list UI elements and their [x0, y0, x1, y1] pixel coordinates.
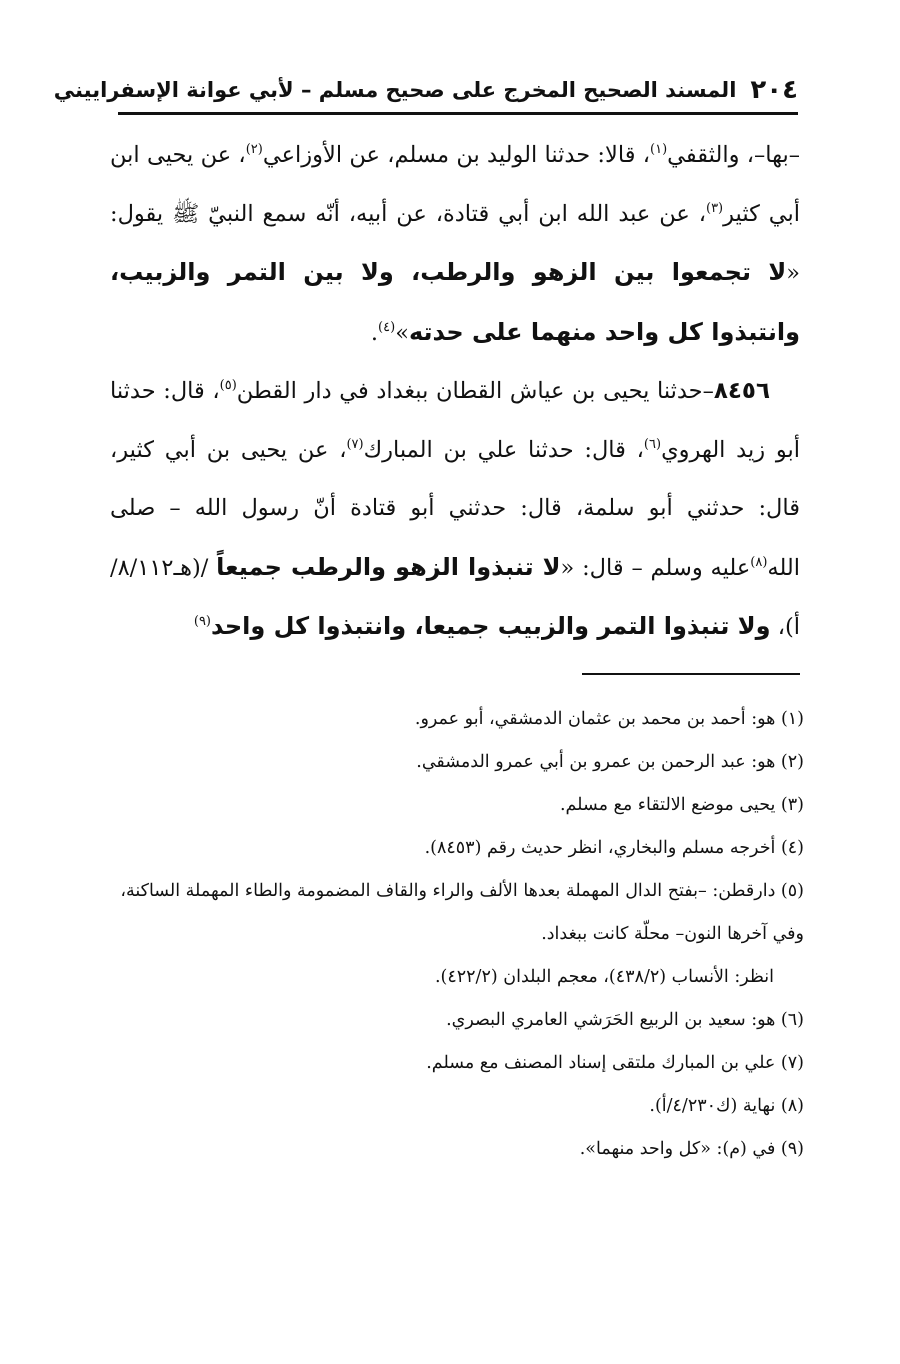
footnote-4: (٤) أخرجه مسلم والبخاري، انظر حديث رقم (٨٤٥٣).: [424, 838, 804, 858]
text-segment: ، قال: حدثنا علي بن المبارك: [363, 436, 644, 463]
text-segment: ، قالا: حدثنا الوليد بن مسلم، عن الأوزاعي: [262, 142, 651, 168]
text-segment: »: [395, 319, 409, 346]
text-segment: عليه وسلم – قال: «: [560, 554, 751, 581]
footnote-9: (٩) في (م): «كل واحد منهما».: [579, 1139, 804, 1159]
footnote-5: (٥) دارقطن: –بفتح الدال المهملة بعدها الألف والراء والقاف المضمومة والطاء المهملة الساكنة، وفي آخرها النون– محلّة كانت ببغداد.: [120, 881, 804, 944]
page-header: [53, 68, 798, 115]
footnote-ref: (٨): [750, 554, 768, 570]
footnote-5-reference: انظر: الأنساب (٤٣٨/٢)، معجم البلدان (٤٢٢/٢).: [434, 967, 774, 987]
page-number: ٢٠٤: [750, 75, 798, 105]
footnotes: [88, 698, 804, 1171]
text-segment: ، عن يحيى ابن أبي كثير: [110, 142, 800, 227]
footnote-ref: (٧): [346, 436, 364, 452]
manuscript-folio-marker: /(هـ٨/١١٢/أ)،: [110, 554, 800, 640]
paragraph-hadith-8456: [110, 362, 800, 657]
footnote-ref: (٩): [193, 614, 211, 629]
text-segment: ، عن عبد الله ابن أبي قتادة، عن أبيه، أنّه سمع النبيّ ﷺ يقول: «: [110, 200, 800, 286]
footnote-3: (٣) يحيى موضع الالتقاء مع مسلم.: [559, 795, 804, 815]
footnote-ref: (٤): [378, 319, 396, 335]
footnote-7: (٧) علي بن المبارك ملتقى إسناد المصنف مع مسلم.: [426, 1053, 804, 1073]
footnote-ref: (٢): [245, 142, 263, 157]
prophetic-text: لا تجمعوا بين الزهو والرطب، ولا بين التمر والزبيب، وانتبذوا كل واحد منهما على حدته: [110, 258, 800, 346]
text-segment: .: [370, 319, 379, 346]
footnote-2: (٢) هو: عبد الرحمن بن عمرو بن أبي عمرو الدمشقي.: [416, 752, 804, 772]
footnote-ref: (١): [650, 142, 668, 157]
footnote-8: (٨) نهاية (ك٤/٢٣٠/أ).: [649, 1096, 804, 1116]
main-text: [110, 126, 800, 657]
paragraph-hadith-continuation: [110, 126, 800, 362]
text-segment: ، عن يحيى بن أبي كثير، قال: حدثني أبو سلمة، قال: حدثني أبو قتادة أنّ رسول الله – صلى الله: [110, 436, 801, 581]
text-segment: ، قال: حدثنا أبو زيد الهروي: [110, 378, 800, 463]
footnote-ref: (٣): [705, 200, 724, 216]
hadith-number: ٨٤٥٦: [713, 378, 770, 404]
footnote-ref: (٦): [643, 436, 662, 452]
footnote-1: (١) هو: أحمد بن محمد بن عثمان الدمشقي، أبو عمرو.: [414, 709, 804, 729]
text-segment: –بها–، والثقفي: [667, 142, 800, 168]
running-title: المسند الصحيح المخرج على صحيح مسلم – لأبي عوانة الإسفراييني: [53, 78, 737, 102]
text-segment: –حدثنا يحيى بن عياش القطان ببغداد في دار القطن: [236, 378, 714, 404]
footnote-ref: (٥): [219, 378, 237, 393]
footnote-6: (٦) هو: سعيد بن الربيع الحَرَشي العامري البصري.: [446, 1010, 804, 1030]
prophetic-text: لا تنبذوا الزهو والرطب جميعاً: [216, 552, 561, 581]
prophetic-text: ولا تنبذوا التمر والزبيب جميعا، وانتبذوا كل واحد: [211, 612, 771, 640]
footnote-separator: [582, 673, 800, 675]
